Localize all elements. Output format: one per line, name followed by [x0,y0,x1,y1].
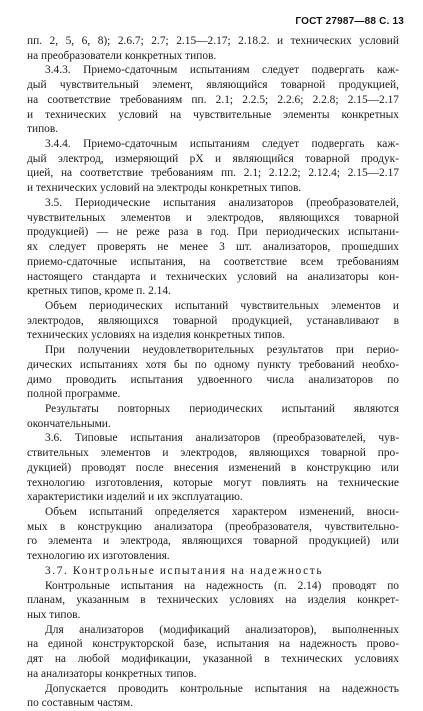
text-line: кретных типов, кроме п. 2.14. [27,285,171,298]
text-line: и технических условий на чувствительные элементы конкретных [27,108,399,121]
text-line: Объем испытаний определяется характером изменений, вноси- [45,506,399,518]
text-line: и технических условий на электроды конкретных типов. [27,182,302,195]
text-line: настоящего стандарта и технических условий на анализаторы кон- [27,270,399,283]
text-line: на анализаторы конкретных типов. [27,667,197,680]
text-line: полной программе. [27,388,121,401]
text-line: Допускается проводить контрольные испытания на надежность [45,682,399,695]
text-line: го элемента и электрода, являющихся товарной продукцией) или [27,535,399,548]
text-line: приемо-сдаточные испытания, на соответствие всем требованиям [27,255,399,268]
text-line: на единой конструкторской базе, испытания на надежность прово- [27,638,399,651]
text-line: планам, указанным в технических условиях на изделия конкрет- [27,594,399,607]
section-heading: 3.7. Контрольные испытания на надежность [45,564,324,577]
text-line: цией, на соответствие требованиям пп. 2.1; 2.12.2; 2.12.4; 2.15—2.17 [27,167,399,180]
text-line: Объем периодических испытаний чувствительных элементов и [45,299,399,312]
text-line: дят на любой модификации, указанной в технических условиях [27,653,399,666]
text-line: технологию изготовления, которые могут повлиять на технические [27,476,399,489]
text-line: 3.6. Типовые испытания анализаторов (преобразователей, чув- [45,432,399,445]
text-line: дый электрод, измеряющий pX и являющийся товарной продук- [27,152,399,165]
text-line: ных типов. [27,609,81,622]
text-line: технологию их изготовления. [27,550,170,563]
text-line: дый чувствительный элемент, являющийся товарной продукцией, [27,79,399,92]
text-line: по составным частям. [27,697,134,710]
text-line: окончательными. [27,417,111,430]
text-line: 3.5. Периодические испытания анализаторов (преобразователей, [45,196,399,209]
text-line: Результаты повторных периодических испытаний являются [45,402,399,415]
text-line: электродов, являющихся товарной продукцией, устанавливают в [27,314,399,327]
text-line: пп. 2, 5, 6, 8); 2.6.7; 2.7; 2.15—2.17; 2.18.2. и технических условий [27,35,399,47]
text-line: мых в конструкцию анализатора (преобразователя, чувствительно- [27,520,399,533]
document-body [27,34,399,711]
text-line: 3.4.4. Приемо-сдаточным испытаниям следует подвергать каж- [45,138,399,151]
text-line: 3.4.3. Приемо-сдаточным испытаниям следует подвергать каж- [45,64,399,77]
text-line: дических испытаниях хотя бы по одному пункту требований необхо- [27,358,399,371]
text-line: продукцией) — не реже раза в год. При периодических испытани- [27,226,399,239]
text-line: чувствительных элементов и электродов, являющихся товарной [27,211,399,224]
text-line: технических условиях на изделия конкретных типов. [27,329,285,342]
page-header: ГОСТ 27987—88 С. 13 [295,16,404,27]
text-line: Контрольные испытания на надежность (п. 2.14) проводят по [45,579,399,592]
text-line: При получении неудовлетворительных результатов при перио- [45,344,399,357]
text-line: характеристики изделий и их эксплуатацию. [27,491,243,504]
text-line: Для анализаторов (модификаций анализаторов), выполненных [45,623,399,636]
text-line: на преобразователи конкретных типов. [27,49,217,62]
text-line: димо проводить испытания удвоенного числа анализаторов по [27,373,399,386]
text-line: ствительных элементов и электродов, являющихся товарной про- [27,447,399,460]
text-line: дукцией) проводят после внесения изменений в конструкцию или [27,461,399,474]
text-line: на соответствие требованиям пп. 2.1; 2.2.5; 2.2.6; 2.2.8; 2.15—2.17 [27,93,399,106]
text-line: типов. [27,123,59,136]
text-line: ях следует проверять не менее 3 шт. анализаторов, прошедших [27,241,399,254]
